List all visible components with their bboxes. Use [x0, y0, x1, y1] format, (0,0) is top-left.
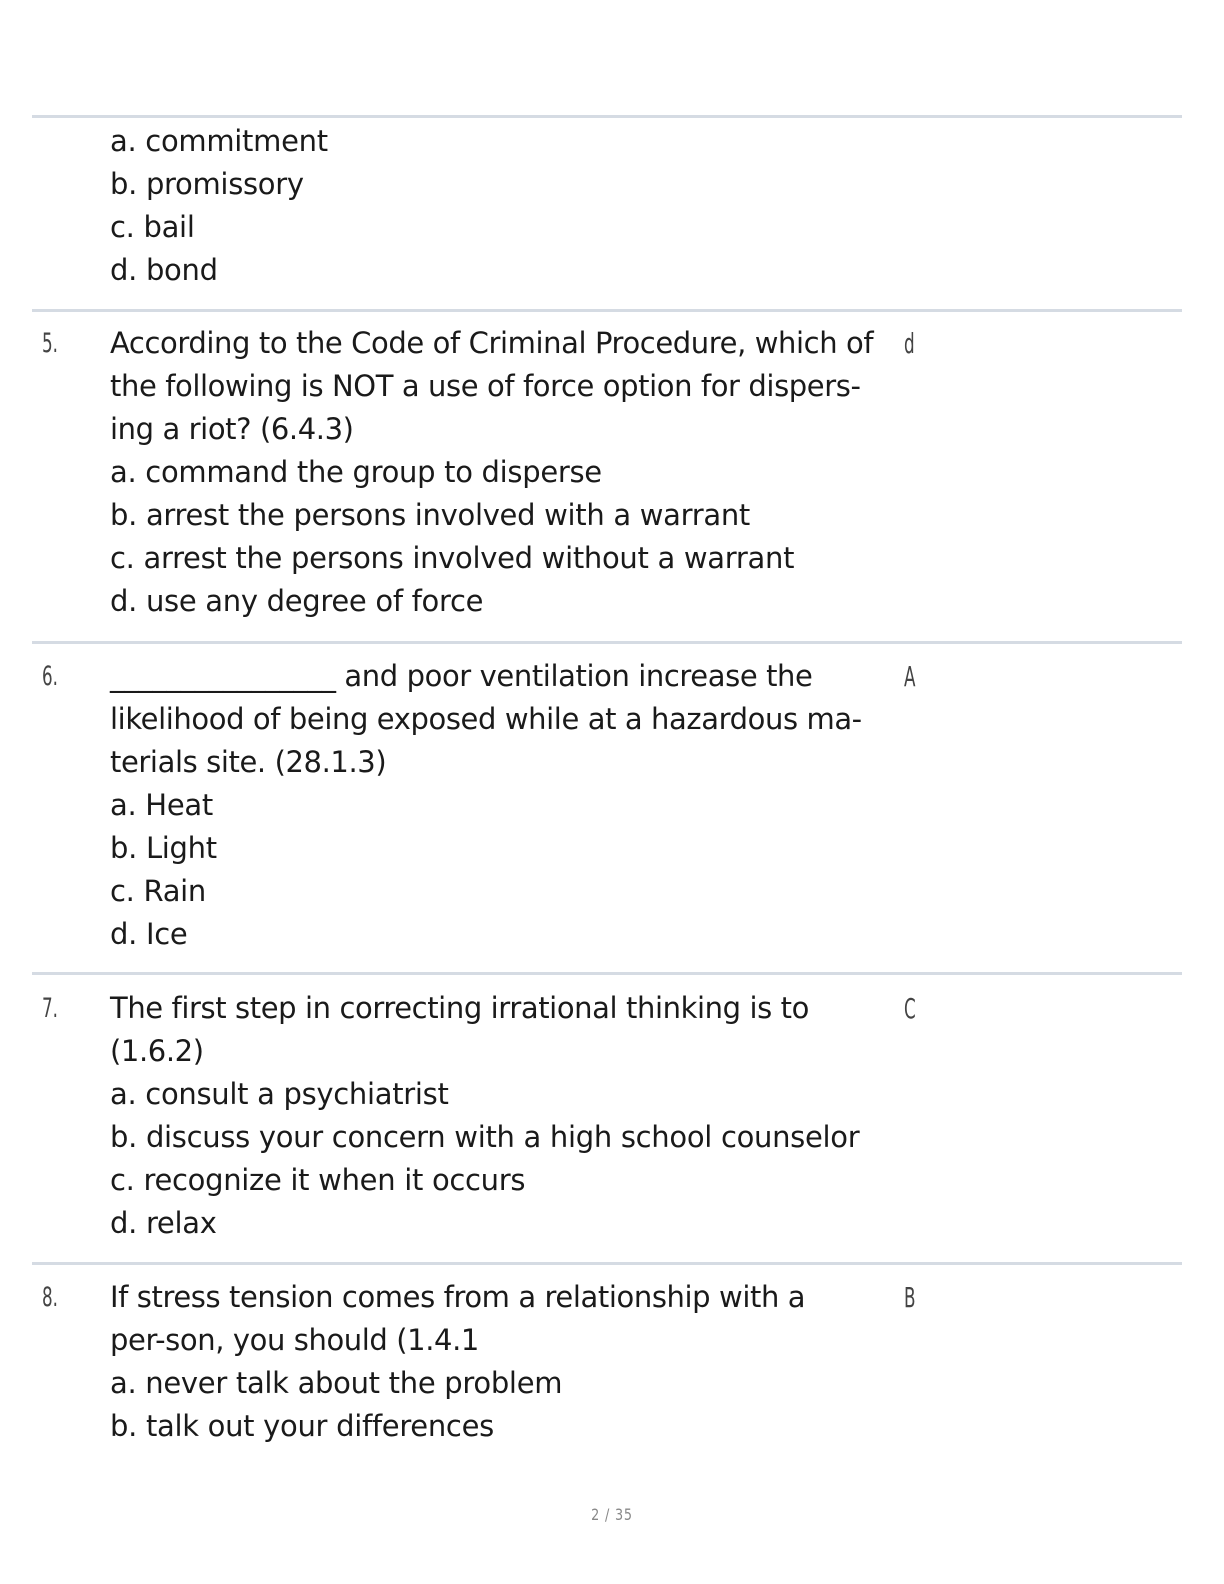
question-text-line: terials site. (28.1.3) [110, 745, 387, 779]
question-body [110, 987, 910, 1245]
question-number: 6. [42, 661, 58, 692]
option-c: c. recognize it when it occurs [110, 1163, 526, 1197]
option-a: a. command the group to disperse [110, 455, 602, 489]
question-text-line: the following is NOT a use of force option for dispers- [110, 369, 861, 403]
question-body [110, 655, 910, 956]
question-text-line: ________________ and poor ventilation increase the [110, 659, 813, 693]
question-number: 8. [42, 1282, 58, 1313]
option-a: a. never talk about the problem [110, 1366, 563, 1400]
option-d: d. use any degree of force [110, 584, 484, 618]
option-c: c. Rain [110, 874, 207, 908]
question-options [110, 120, 910, 292]
divider [32, 641, 1182, 644]
answer-key: d [904, 327, 915, 360]
answer-key: C [904, 992, 916, 1025]
option-a: a. Heat [110, 788, 213, 822]
option-b: b. arrest the persons involved with a warrant [110, 498, 751, 532]
option-d: d. Ice [110, 917, 188, 951]
option-b: b. promissory [110, 167, 304, 201]
question-text-line: According to the Code of Criminal Procedure, which of [110, 326, 874, 360]
question-text-line: likelihood of being exposed while at a hazardous ma- [110, 702, 862, 736]
option-c: c. arrest the persons involved without a warrant [110, 541, 795, 575]
option-c: c. bail [110, 210, 195, 244]
question-number: 7. [42, 993, 58, 1024]
answer-key: B [904, 1281, 916, 1314]
option-a: a. consult a psychiatrist [110, 1077, 449, 1111]
question-text-line: (1.6.2) [110, 1034, 204, 1068]
option-b: b. talk out your differences [110, 1409, 494, 1443]
option-d: d. relax [110, 1206, 217, 1240]
divider [32, 115, 1182, 118]
question-text-line: ing a riot? (6.4.3) [110, 412, 354, 446]
question-text-line: per-son, you should (1.4.1 [110, 1323, 479, 1357]
option-b: b. discuss your concern with a high school counselor [110, 1120, 860, 1154]
divider [32, 309, 1182, 312]
question-text-line: The first step in correcting irrational thinking is to [110, 991, 809, 1025]
option-d: d. bond [110, 253, 218, 287]
page-indicator: 2 / 35 [591, 1505, 633, 1524]
divider [32, 1262, 1182, 1265]
option-b: b. Light [110, 831, 217, 865]
answer-key: A [904, 660, 916, 693]
question-body [110, 322, 910, 623]
divider [32, 972, 1182, 975]
question-text-line: If stress tension comes from a relationship with a [110, 1280, 806, 1314]
question-number: 5. [42, 328, 58, 359]
option-a: a. commitment [110, 124, 328, 158]
question-body [110, 1276, 910, 1448]
